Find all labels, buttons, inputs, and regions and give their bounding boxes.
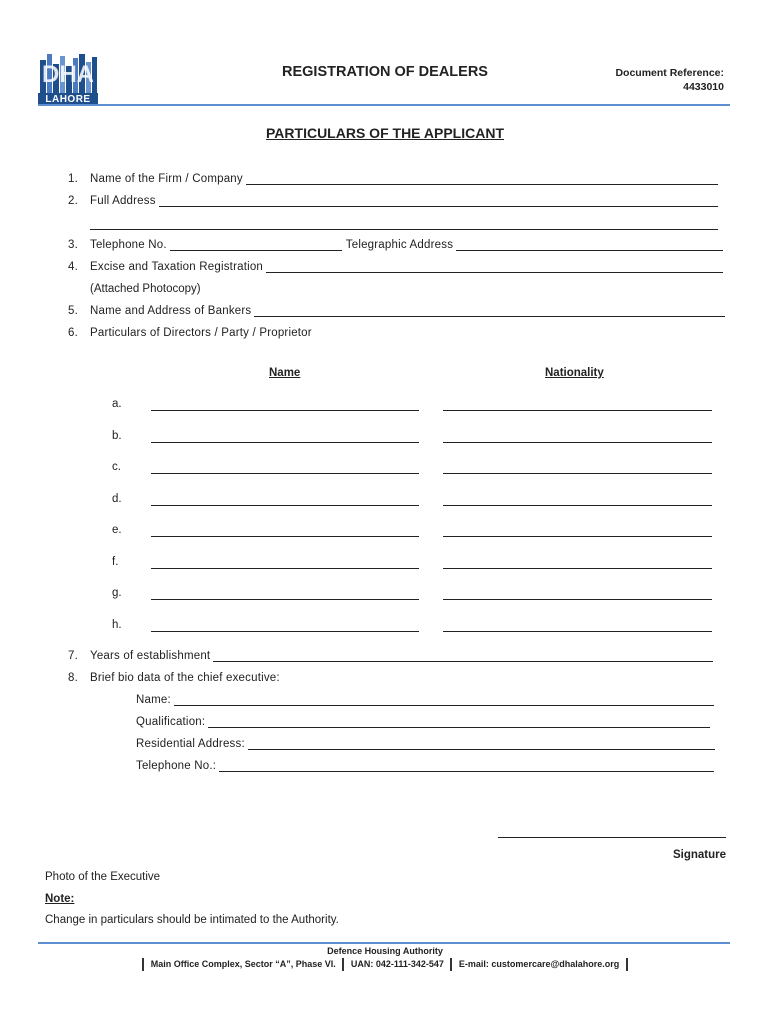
director-row-letter: a. [112, 398, 122, 410]
separator-bar [342, 958, 344, 971]
bio-name-field[interactable] [174, 695, 714, 706]
form-title: REGISTRATION OF DEALERS [282, 64, 488, 80]
signature-field[interactable] [498, 837, 726, 838]
bio-telephone-label: Telephone No.: [136, 760, 217, 772]
bio-name-row [136, 694, 714, 706]
director-name-field[interactable] [151, 536, 419, 537]
telegraphic-address-field[interactable] [456, 240, 723, 251]
document-reference [615, 66, 724, 94]
doc-ref-value: 4433010 [683, 81, 724, 93]
director-row-letter: h. [112, 618, 122, 631]
bio-qualification-field[interactable] [208, 717, 710, 728]
svg-text:DHA: DHA [42, 61, 94, 88]
excise-registration-label: Excise and Taxation Registration [90, 261, 264, 273]
director-nationality-field[interactable] [443, 599, 712, 600]
directors-label: Particulars of Directors / Party / Proprietor [90, 327, 312, 339]
director-name-field[interactable] [151, 599, 419, 600]
doc-ref-label: Document Reference: [615, 67, 724, 79]
director-row-letter: b. [112, 429, 122, 442]
director-nationality-field[interactable] [443, 442, 712, 443]
separator-bar [142, 958, 144, 971]
item-telephone: 3. Telephone No. Telegraphic Address [68, 239, 723, 251]
item-directors: 6. Particulars of Directors / Party / Proprietor [68, 327, 312, 339]
director-name-field[interactable] [151, 473, 419, 474]
column-name-header: Name [269, 367, 301, 379]
item-bankers: 5. Name and Address of Bankers [68, 305, 725, 317]
attached-photocopy-note: (Attached Photocopy) [90, 283, 201, 295]
footer-office: Main Office Complex, Sector “A”, Phase VI. [150, 958, 336, 969]
director-nationality-field[interactable] [443, 568, 712, 569]
bio-residential-field[interactable] [248, 739, 715, 750]
firm-name-field[interactable] [246, 174, 718, 185]
firm-name-label: Name of the Firm / Company [90, 173, 243, 185]
bio-qualification-row [136, 716, 710, 728]
logo-text: LAHORE [38, 93, 98, 106]
column-nationality-header: Nationality [545, 367, 604, 379]
item-firm-name: 1. Name of the Firm / Company [68, 173, 718, 185]
director-row-letter: g. [112, 587, 122, 599]
section-heading: PARTICULARS OF THE APPLICANT [266, 125, 504, 141]
bio-residential-label: Residential Address: [136, 738, 245, 750]
dha-logo [38, 52, 102, 106]
bankers-label: Name and Address of Bankers [90, 305, 252, 317]
item-excise-registration: 4. Excise and Taxation Registration [68, 261, 723, 273]
note-label: Note: [45, 893, 75, 905]
bio-data-label: Brief bio data of the chief executive: [90, 672, 280, 684]
footer-org: Defence Housing Authority [327, 946, 443, 956]
director-name-field[interactable] [151, 442, 419, 443]
footer-uan: UAN: 042-111-342-547 [350, 958, 444, 969]
item-years-established: 7. Years of establishment [68, 650, 713, 662]
separator-bar [450, 958, 452, 971]
dha-skyline-icon [38, 52, 98, 94]
years-established-field[interactable] [213, 651, 713, 662]
signature-label: Signature [672, 849, 726, 861]
director-row-letter: e. [112, 524, 122, 536]
telephone-field[interactable] [170, 240, 342, 251]
director-row-letter: d. [112, 492, 122, 505]
note-text: Change in particulars should be intimated to the Authority. [45, 914, 339, 926]
director-nationality-field[interactable] [443, 631, 712, 632]
telegraphic-address-label: Telegraphic Address [345, 239, 454, 251]
director-name-field[interactable] [151, 631, 419, 632]
item-full-address: 2. Full Address [68, 195, 718, 207]
bio-name-label: Name: [136, 694, 171, 706]
director-name-field[interactable] [151, 568, 419, 569]
footer-contact [0, 958, 770, 971]
full-address-field-line2[interactable] [90, 229, 718, 230]
telephone-label: Telephone No. [90, 239, 167, 251]
excise-registration-field[interactable] [266, 262, 723, 273]
footer-divider [38, 942, 730, 944]
photo-label: Photo of the Executive [45, 871, 161, 883]
years-established-label: Years of establishment [90, 650, 211, 662]
full-address-field[interactable] [159, 196, 718, 207]
full-address-label: Full Address [90, 195, 156, 207]
director-name-field[interactable] [151, 410, 419, 411]
bio-telephone-row [136, 760, 714, 772]
bankers-field[interactable] [254, 306, 725, 317]
bio-qualification-label: Qualification: [136, 716, 206, 728]
header-divider [38, 104, 730, 106]
separator-bar [626, 958, 628, 971]
director-row-letter: f. [112, 555, 119, 568]
item-bio-data: 8. Brief bio data of the chief executive: [68, 672, 280, 684]
bio-residential-row [136, 738, 715, 750]
director-nationality-field[interactable] [443, 410, 712, 411]
director-nationality-field[interactable] [443, 505, 712, 506]
director-nationality-field[interactable] [443, 536, 712, 537]
footer-email[interactable]: E-mail: customercare@dhalahore.org [458, 958, 620, 969]
bio-telephone-field[interactable] [219, 761, 714, 772]
director-nationality-field[interactable] [443, 473, 712, 474]
director-row-letter: c. [112, 461, 121, 473]
director-name-field[interactable] [151, 505, 419, 506]
